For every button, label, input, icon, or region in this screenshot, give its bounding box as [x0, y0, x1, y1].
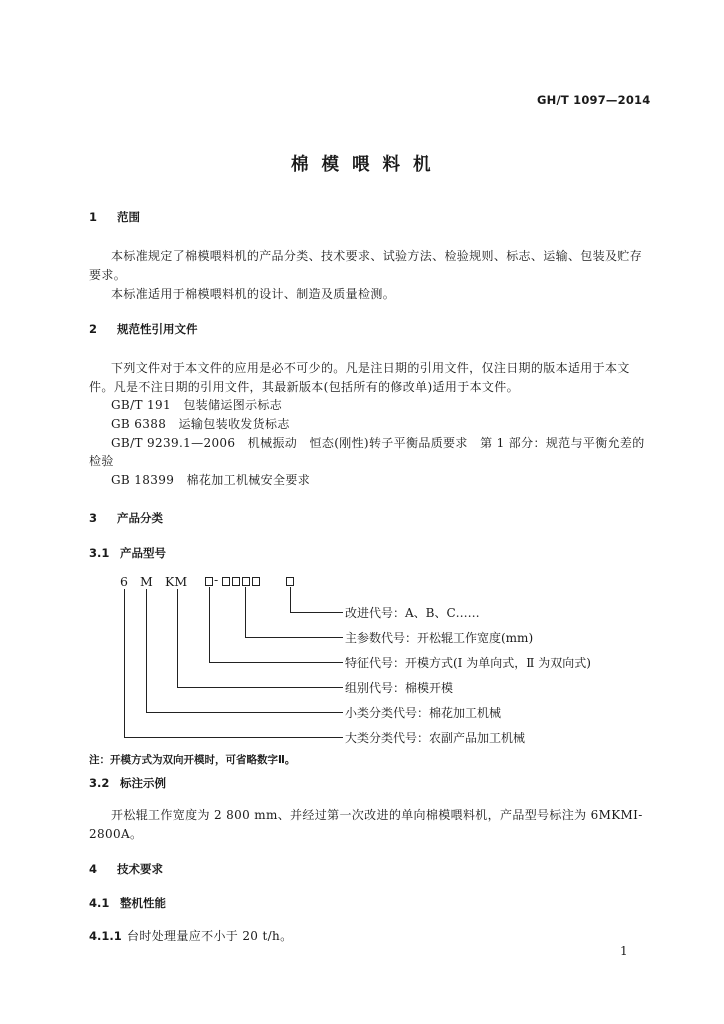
- code-m: M: [140, 574, 153, 589]
- section-1-heading: [89, 209, 140, 225]
- code-label-feature: 特征代号：开模方式(Ⅰ 为单向式，Ⅱ 为双向式): [345, 656, 591, 670]
- section-3-1-number: 3.1: [89, 546, 110, 560]
- section-1-title: 范围: [117, 210, 140, 224]
- standard-number: GH/T 1097—2014: [537, 93, 651, 107]
- code-6: 6: [120, 574, 128, 589]
- section-3-1-heading: [89, 545, 166, 561]
- code-label-improvement: 改进代号：A、B、C……: [345, 606, 480, 620]
- placeholder-box: [232, 577, 240, 586]
- reference-item: GB/T 191 包装储运图示标志: [111, 398, 283, 412]
- section-4-number: 4: [89, 862, 98, 876]
- reference-item: GB/T 9239.1—2006 机械振动 恒态(刚性)转子平衡品质要求 第 1 部分：规范与平衡允差的: [111, 436, 645, 450]
- leader-line: [124, 589, 125, 737]
- section-3-2-title: 标注示例: [120, 776, 166, 790]
- code-label-class: 大类分类代号：农副产品加工机械: [345, 731, 526, 745]
- section-2-heading: [89, 321, 198, 337]
- code-km: KM: [165, 574, 188, 589]
- clause-4-1-1-text: 台时处理量应不小于 20 t/h。: [127, 929, 293, 943]
- section-4-1-heading: [89, 895, 166, 911]
- s2-para1-line2: 件。凡是不注日期的引用文件，其最新版本(包括所有的修改单)适用于本文件。: [89, 380, 519, 394]
- s32-para-line2: 2800A。: [89, 827, 143, 841]
- section-3-2-number: 3.2: [89, 776, 110, 790]
- placeholder-box: [222, 577, 230, 586]
- placeholder-box: [242, 577, 250, 586]
- placeholder-box: [205, 577, 213, 586]
- section-4-title: 技术要求: [117, 862, 163, 876]
- section-2-number: 2: [89, 322, 98, 336]
- leader-line: [245, 587, 246, 637]
- clause-4-1-1-number: 4.1.1: [89, 929, 122, 943]
- s1-para1-line1: 本标准规定了棉模喂料机的产品分类、技术要求、试验方法、检验规则、标志、运输、包装及贮存: [111, 249, 643, 263]
- reference-item-continued: 检验: [89, 454, 114, 468]
- section-3-2-heading: [89, 775, 166, 791]
- section-4-1-number: 4.1: [89, 896, 110, 910]
- leader-line: [124, 737, 343, 738]
- reference-item: GB 18399 棉花加工机械安全要求: [111, 473, 311, 487]
- leader-line: [209, 662, 343, 663]
- leader-line: [290, 612, 343, 613]
- leader-line: [177, 589, 178, 687]
- leader-line: [209, 587, 210, 662]
- code-label-main-parameter: 主参数代号：开松辊工作宽度(mm): [345, 631, 534, 645]
- section-2-title: 规范性引用文件: [117, 322, 198, 336]
- code-label-group: 组别代号：棉模开模: [345, 681, 454, 695]
- leader-line: [146, 712, 343, 713]
- diagram-note: 注：开模方式为双向开模时，可省略数字Ⅱ。: [89, 754, 296, 766]
- section-1-number: 1: [89, 210, 98, 224]
- section-3-title: 产品分类: [117, 511, 163, 525]
- s32-para-line1: 开松辊工作宽度为 2 800 mm、并经过第一次改进的单向棉模喂料机，产品型号标注为 6MKMⅠ-: [111, 808, 643, 822]
- section-4-1-title: 整机性能: [120, 896, 166, 910]
- leader-line: [177, 687, 343, 688]
- document-title: 棉模喂料机: [291, 155, 444, 175]
- leader-line: [146, 589, 147, 712]
- section-3-heading: [89, 510, 163, 526]
- section-4-heading: [89, 861, 163, 877]
- reference-item: GB 6388 运输包装收发货标志: [111, 417, 290, 431]
- s1-para2: 本标准适用于棉模喂料机的设计、制造及质量检测。: [111, 287, 396, 301]
- code-label-subclass: 小类分类代号：棉花加工机械: [345, 706, 502, 720]
- section-3-number: 3: [89, 511, 98, 525]
- placeholder-box: [286, 577, 294, 586]
- s1-para1-line2: 要求。: [89, 268, 127, 282]
- leader-line: [290, 587, 291, 612]
- section-3-1-title: 产品型号: [120, 546, 166, 560]
- placeholder-box: [252, 577, 260, 586]
- clause-4-1-1: [89, 925, 292, 944]
- s2-para1-line1: 下列文件对于本文件的应用是必不可少的。凡是注日期的引用文件，仅注日期的版本适用于本文: [111, 361, 630, 375]
- leader-line: [245, 637, 343, 638]
- code-hyphen: -: [214, 572, 219, 587]
- page-number: 1: [620, 944, 628, 958]
